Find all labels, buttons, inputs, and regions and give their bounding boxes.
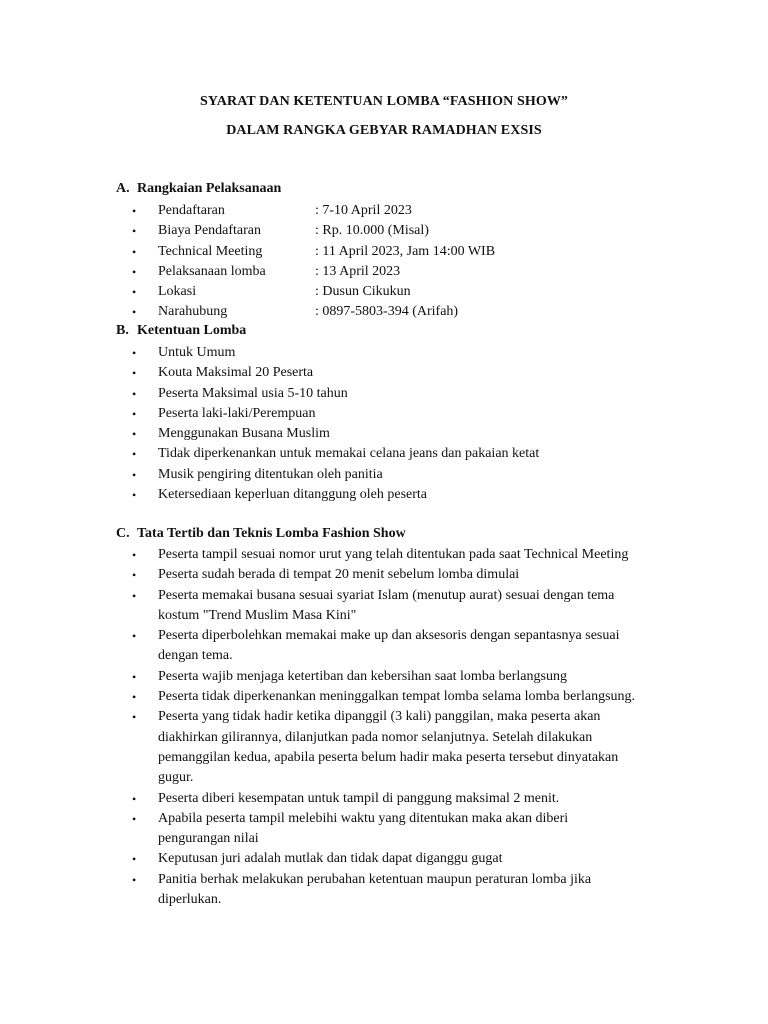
item-line: dengan tema. [158,648,233,664]
item-line: Peserta yang tidak hadir ketika dipanggil (3 kali) panggilan, maka peserta akan [158,709,601,725]
item-line: Peserta sudah berada di tempat 20 menit sebelum lomba dimulai [158,567,520,583]
item-line: pengurangan nilai [158,831,259,847]
list-item [0,363,768,383]
item-value: : 13 April 2023 [315,263,401,279]
bullet-icon: • [132,588,137,603]
list-item [0,687,768,707]
list-item [0,707,768,788]
item-value: : 0897-5803-394 (Arifah) [315,304,459,320]
bullet-icon: • [132,690,137,705]
section-b-heading [116,323,246,339]
item-key: Pelaksanaan lomba [158,263,266,279]
document-title: SYARAT DAN KETENTUAN LOMBA “FASHION SHOW” [199,94,569,109]
section-a-letter: A. [116,181,130,196]
bullet-icon: • [132,285,137,300]
item-value: : Rp. 10.000 (Misal) [315,223,429,239]
list-item [0,809,768,850]
bullet-icon: • [132,447,137,462]
section-a-title: Rangkaian Pelaksanaan [137,181,282,196]
bullet-icon: • [132,224,137,239]
list-item [0,302,768,322]
section-b-letter: B. [116,323,129,338]
item-line: Peserta tidak diperkenankan meninggalkan tempat lomba selama lomba berlangsung. [158,689,636,705]
bullet-icon: • [132,427,137,442]
item-value: : 11 April 2023, Jam 14:00 WIB [315,243,496,259]
bullet-icon: • [132,811,137,826]
list-item [0,242,768,262]
item-line: gugur. [158,770,194,786]
item-line: Keputusan juri adalah mutlak dan tidak dapat diganggu gugat [158,851,503,867]
bullet-icon: • [132,305,137,320]
list-item [0,870,768,911]
item-value: : 7-10 April 2023 [315,203,412,218]
section-c-list [0,545,768,910]
item-value: : Dusun Cikukun [315,284,411,300]
item-text: Musik pengiring ditentukan oleh panitia [158,466,383,482]
bullet-icon: • [132,629,137,644]
list-item [0,545,768,565]
item-text: Peserta Maksimal usia 5-10 tahun [158,385,348,401]
bullet-icon: • [132,669,137,684]
list-item [0,667,768,687]
item-key: Biaya Pendaftaran [158,223,262,239]
list-item [0,444,768,464]
document-subtitle: DALAM RANGKA GEBYAR RAMADHAN EXSIS [226,123,542,138]
item-key: Narahubung [158,304,228,320]
list-item [0,485,768,505]
section-b-list [0,343,768,505]
list-item [0,404,768,424]
list-item [0,586,768,627]
list-item [0,221,768,241]
item-line: pemanggilan kedua, apabila peserta belum hadir maka peserta tersebut dinyatakan [158,749,619,765]
section-b-title: Ketentuan Lomba [137,323,247,338]
item-line: kostum "Trend Muslim Masa Kini" [158,607,357,623]
list-item [0,424,768,444]
bullet-icon: • [132,548,137,562]
list-item [0,282,768,302]
bullet-icon: • [132,872,137,887]
item-text: Peserta laki-laki/Perempuan [158,405,316,421]
item-text: Untuk Umum [158,345,236,360]
item-line: Apabila peserta tampil melebihi waktu yang ditentukan maka akan diberi [158,810,569,826]
bullet-icon: • [132,244,137,259]
bullet-icon: • [132,386,137,401]
bullet-icon: • [132,406,137,421]
item-text: Tidak diperkenankan untuk memakai celana jeans dan pakaian ketat [158,446,540,462]
list-item [0,626,768,667]
item-line: Peserta memakai busana sesuai syariat Islam (menutup aurat) sesuai dengan tema [158,587,615,603]
bullet-icon: • [132,204,137,218]
bullet-icon: • [132,710,137,725]
section-c-title: Tata Tertib dan Teknis Lomba Fashion Show [137,526,406,541]
bullet-icon: • [132,467,137,482]
list-item [0,384,768,404]
item-line: Peserta wajib menjaga ketertiban dan kebersihan saat lomba berlangsung [158,668,567,684]
item-text: Kouta Maksimal 20 Peserta [158,365,314,381]
item-text: Menggunakan Busana Muslim [158,426,330,442]
item-line: Panitia berhak melakukan perubahan ketentuan maupun peraturan lomba jika [158,871,592,887]
list-item [0,465,768,485]
item-text: Ketersediaan keperluan ditanggung oleh peserta [158,487,428,503]
list-item [0,201,768,221]
section-c-letter: C. [116,526,130,541]
list-item [0,262,768,282]
bullet-icon: • [132,488,137,503]
section-c-heading [116,526,406,542]
item-line: Peserta diperbolehkan memakai make up dan aksesoris dengan sepantasnya sesuai [158,628,620,644]
section-a-heading [116,181,281,197]
item-line: Peserta tampil sesuai nomor urut yang telah ditentukan pada saat Technical Meeting [158,547,629,562]
list-item [0,789,768,809]
section-a-list [0,201,768,323]
bullet-icon: • [132,568,137,583]
item-key: Lokasi [158,284,197,300]
bullet-icon: • [132,264,137,279]
item-line: diperlukan. [158,892,222,908]
bullet-icon: • [132,346,137,360]
item-line: diakhirkan gilirannya, dilanjutkan pada nomor selanjutnya. Setelah dilakukan [158,729,593,745]
bullet-icon: • [132,852,137,867]
item-key: Pendaftaran [158,203,225,218]
bullet-icon: • [132,791,137,806]
item-line: Peserta diberi kesempatan untuk tampil di panggung maksimal 2 menit. [158,790,560,806]
list-item [0,565,768,585]
item-key: Technical Meeting [158,243,263,259]
bullet-icon: • [132,366,137,381]
list-item [0,849,768,869]
list-item [0,343,768,363]
